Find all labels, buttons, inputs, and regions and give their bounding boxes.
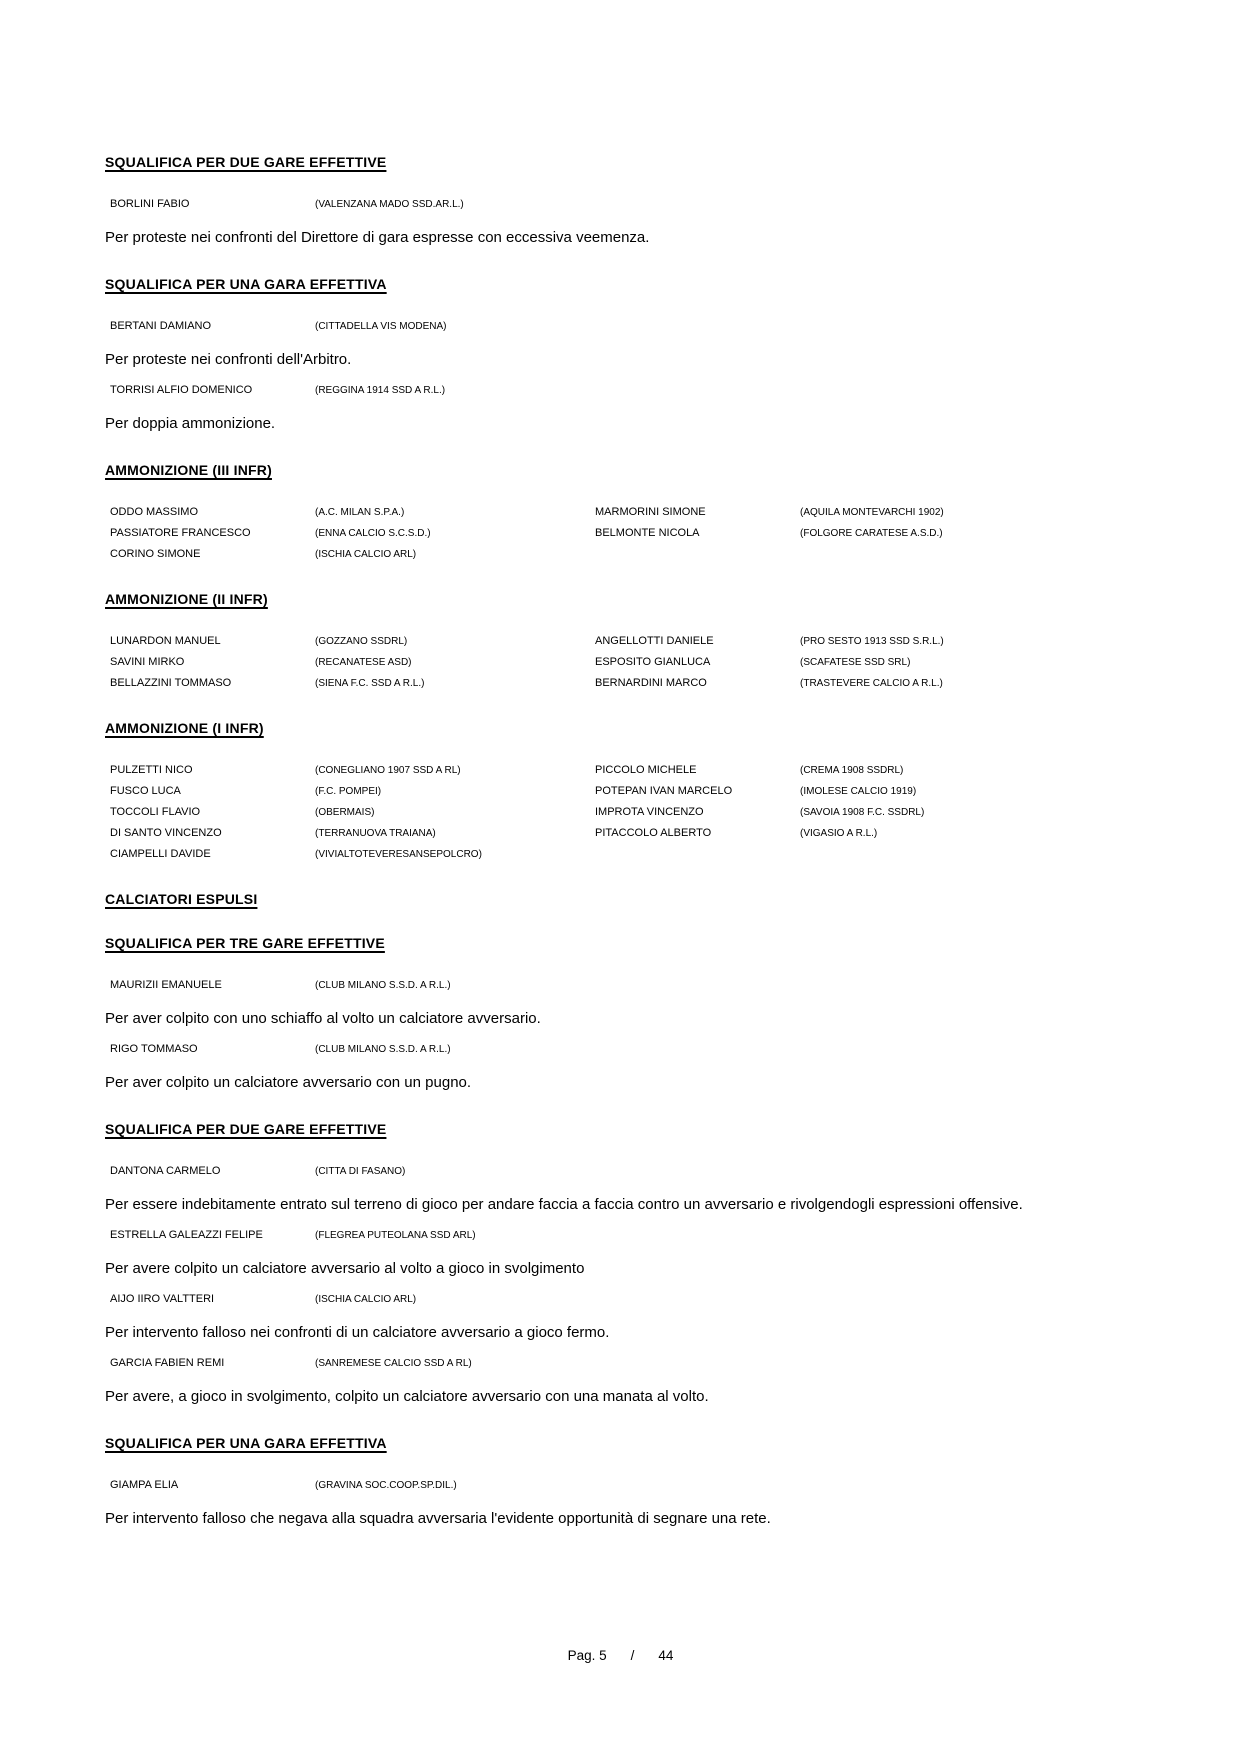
player-club: (REGGINA 1914 SSD A R.L.) [315, 385, 446, 396]
sanction-reason: Per aver colpito un calciatore avversario con un pugno. [105, 1074, 472, 1091]
sanction-reason: Per doppia ammonizione. [105, 415, 276, 432]
player-club: (ISCHIA CALCIO ARL) [315, 1294, 417, 1305]
player-row [105, 1161, 1035, 1182]
player-club-right: (SCAFATESE SSD SRL) [800, 657, 911, 668]
player-pair-row [105, 631, 1035, 652]
player-row [105, 1039, 1035, 1060]
player-name: ESTRELLA GALEAZZI FELIPE [110, 1229, 263, 1241]
player-pair-row [105, 652, 1035, 673]
player-club-left: (GOZZANO SSDRL) [315, 636, 408, 647]
player-club-left: (ISCHIA CALCIO ARL) [315, 549, 417, 560]
player-club: (FLEGREA PUTEOLANA SSD ARL) [315, 1230, 476, 1241]
player-row [105, 1289, 1035, 1310]
page-number-label: Pag. 5 [567, 1648, 607, 1663]
player-name-right: MARMORINI SIMONE [595, 506, 706, 518]
player-club-left: (VIVIALTOTEVERESANSEPOLCRO) [315, 849, 482, 860]
player-club-left: (SIENA F.C. SSD A R.L.) [315, 678, 425, 689]
section-heading: SQUALIFICA PER TRE GARE EFFETTIVE [105, 935, 385, 951]
player-name: BERTANI DAMIANO [110, 320, 212, 332]
section-heading: SQUALIFICA PER UNA GARA EFFETTIVA [105, 1435, 387, 1451]
player-name-left: DI SANTO VINCENZO [110, 827, 222, 839]
player-name-right: BERNARDINI MARCO [595, 677, 707, 689]
player-club-left: (TERRANUOVA TRAIANA) [315, 828, 436, 839]
player-club: (VALENZANA MADO SSD.AR.L.) [315, 199, 464, 210]
player-name-left: LUNARDON MANUEL [110, 635, 221, 647]
player-club-right: (IMOLESE CALCIO 1919) [800, 786, 917, 797]
player-club: (CLUB MILANO S.S.D. A R.L.) [315, 980, 451, 991]
player-pair-row [105, 760, 1035, 781]
player-club-left: (ENNA CALCIO S.C.S.D.) [315, 528, 431, 539]
document-content [105, 152, 1035, 1531]
sanction-reason: Per essere indebitamente entrato sul terreno di gioco per andare faccia a faccia contro un avversario e rivolgendogli espressioni offensive. [105, 1196, 1023, 1213]
player-row [105, 1225, 1035, 1246]
section-heading: CALCIATORI ESPULSI [105, 891, 258, 907]
player-club: (CLUB MILANO S.S.D. A R.L.) [315, 1044, 451, 1055]
sanction-reason: Per intervento falloso che negava alla squadra avversaria l'evidente opportunità di segnare una rete. [105, 1510, 771, 1527]
player-name-right: POTEPAN IVAN MARCELO [595, 785, 733, 797]
player-club: (SANREMESE CALCIO SSD A RL) [315, 1358, 472, 1369]
sanction-reason: Per avere colpito un calciatore avversario al volto a gioco in svolgimento [105, 1260, 585, 1277]
player-name-right: BELMONTE NICOLA [595, 527, 700, 539]
player-club-left: (OBERMAIS) [315, 807, 375, 818]
player-pair-row [105, 523, 1035, 544]
player-name-left: BELLAZZINI TOMMASO [110, 677, 232, 689]
player-name-left: TOCCOLI FLAVIO [110, 806, 201, 818]
player-name-left: SAVINI MIRKO [110, 656, 185, 668]
player-club-right: (TRASTEVERE CALCIO A R.L.) [800, 678, 943, 689]
player-name-left: CIAMPELLI DAVIDE [110, 848, 211, 860]
player-club: (CITTADELLA VIS MODENA) [315, 321, 447, 332]
player-pair-row [105, 502, 1035, 523]
section-heading: SQUALIFICA PER UNA GARA EFFETTIVA [105, 276, 387, 292]
player-pair-row [105, 844, 1035, 865]
player-pair-row [105, 673, 1035, 694]
player-name-right: ESPOSITO GIANLUCA [595, 656, 711, 668]
player-club-right: (PRO SESTO 1913 SSD S.R.L.) [800, 636, 944, 647]
player-name-right: PICCOLO MICHELE [595, 764, 697, 776]
page-total: 44 [658, 1648, 674, 1663]
player-name-left: FUSCO LUCA [110, 785, 181, 797]
player-name-right: IMPROTA VINCENZO [595, 806, 704, 818]
player-name-left: PASSIATORE FRANCESCO [110, 527, 251, 539]
section-heading: AMMONIZIONE (III INFR) [105, 462, 272, 478]
player-pair-row [105, 781, 1035, 802]
player-row [105, 380, 1035, 401]
player-row [105, 1353, 1035, 1374]
player-row [105, 1475, 1035, 1496]
player-name-right: PITACCOLO ALBERTO [595, 827, 712, 839]
player-club-right: (VIGASIO A R.L.) [800, 828, 878, 839]
player-club-left: (RECANATESE ASD) [315, 657, 412, 668]
player-pair-row [105, 802, 1035, 823]
player-name: GARCIA FABIEN REMI [110, 1357, 225, 1369]
player-row [105, 194, 1035, 215]
player-name: AIJO IIRO VALTTERI [110, 1293, 215, 1305]
sanction-reason: Per avere, a gioco in svolgimento, colpito un calciatore avversario con una manata al volto. [105, 1388, 709, 1405]
player-name: TORRISI ALFIO DOMENICO [110, 384, 253, 396]
player-pair-row [105, 823, 1035, 844]
player-club: (GRAVINA SOC.COOP.SP.DIL.) [315, 1480, 457, 1491]
player-club-right: (FOLGORE CARATESE A.S.D.) [800, 528, 943, 539]
player-name-right: ANGELLOTTI DANIELE [595, 635, 714, 647]
section-heading: AMMONIZIONE (II INFR) [105, 591, 268, 607]
section-heading: SQUALIFICA PER DUE GARE EFFETTIVE [105, 154, 387, 170]
player-club-right: (AQUILA MONTEVARCHI 1902) [800, 507, 944, 518]
sanction-reason: Per proteste nei confronti del Direttore di gara espresse con eccessiva veemenza. [105, 229, 650, 246]
player-name: BORLINI FABIO [110, 198, 190, 210]
player-club-right: (SAVOIA 1908 F.C. SSDRL) [800, 807, 925, 818]
player-row [105, 975, 1035, 996]
player-club: (CITTA DI FASANO) [315, 1166, 406, 1177]
sanction-reason: Per proteste nei confronti dell'Arbitro. [105, 351, 352, 368]
player-club-right: (CREMA 1908 SSDRL) [800, 765, 904, 776]
player-row [105, 316, 1035, 337]
player-club-left: (F.C. POMPEI) [315, 786, 382, 797]
page-footer [0, 1648, 1241, 1663]
player-name-left: CORINO SIMONE [110, 548, 201, 560]
page-separator: / [630, 1648, 635, 1663]
player-name: DANTONA CARMELO [110, 1165, 221, 1177]
player-name: RIGO TOMMASO [110, 1043, 198, 1055]
player-pair-row [105, 544, 1035, 565]
player-name-left: ODDO MASSIMO [110, 506, 199, 518]
player-name: MAURIZII EMANUELE [110, 979, 222, 991]
sanction-reason: Per intervento falloso nei confronti di un calciatore avversario a gioco fermo. [105, 1324, 610, 1341]
player-name: GIAMPA ELIA [110, 1479, 179, 1491]
player-club-left: (CONEGLIANO 1907 SSD A RL) [315, 765, 461, 776]
section-heading: AMMONIZIONE (I INFR) [105, 720, 264, 736]
section-heading: SQUALIFICA PER DUE GARE EFFETTIVE [105, 1121, 387, 1137]
player-name-left: PULZETTI NICO [110, 764, 193, 776]
player-club-left: (A.C. MILAN S.P.A.) [315, 507, 405, 518]
sanction-reason: Per aver colpito con uno schiaffo al volto un calciatore avversario. [105, 1010, 541, 1027]
